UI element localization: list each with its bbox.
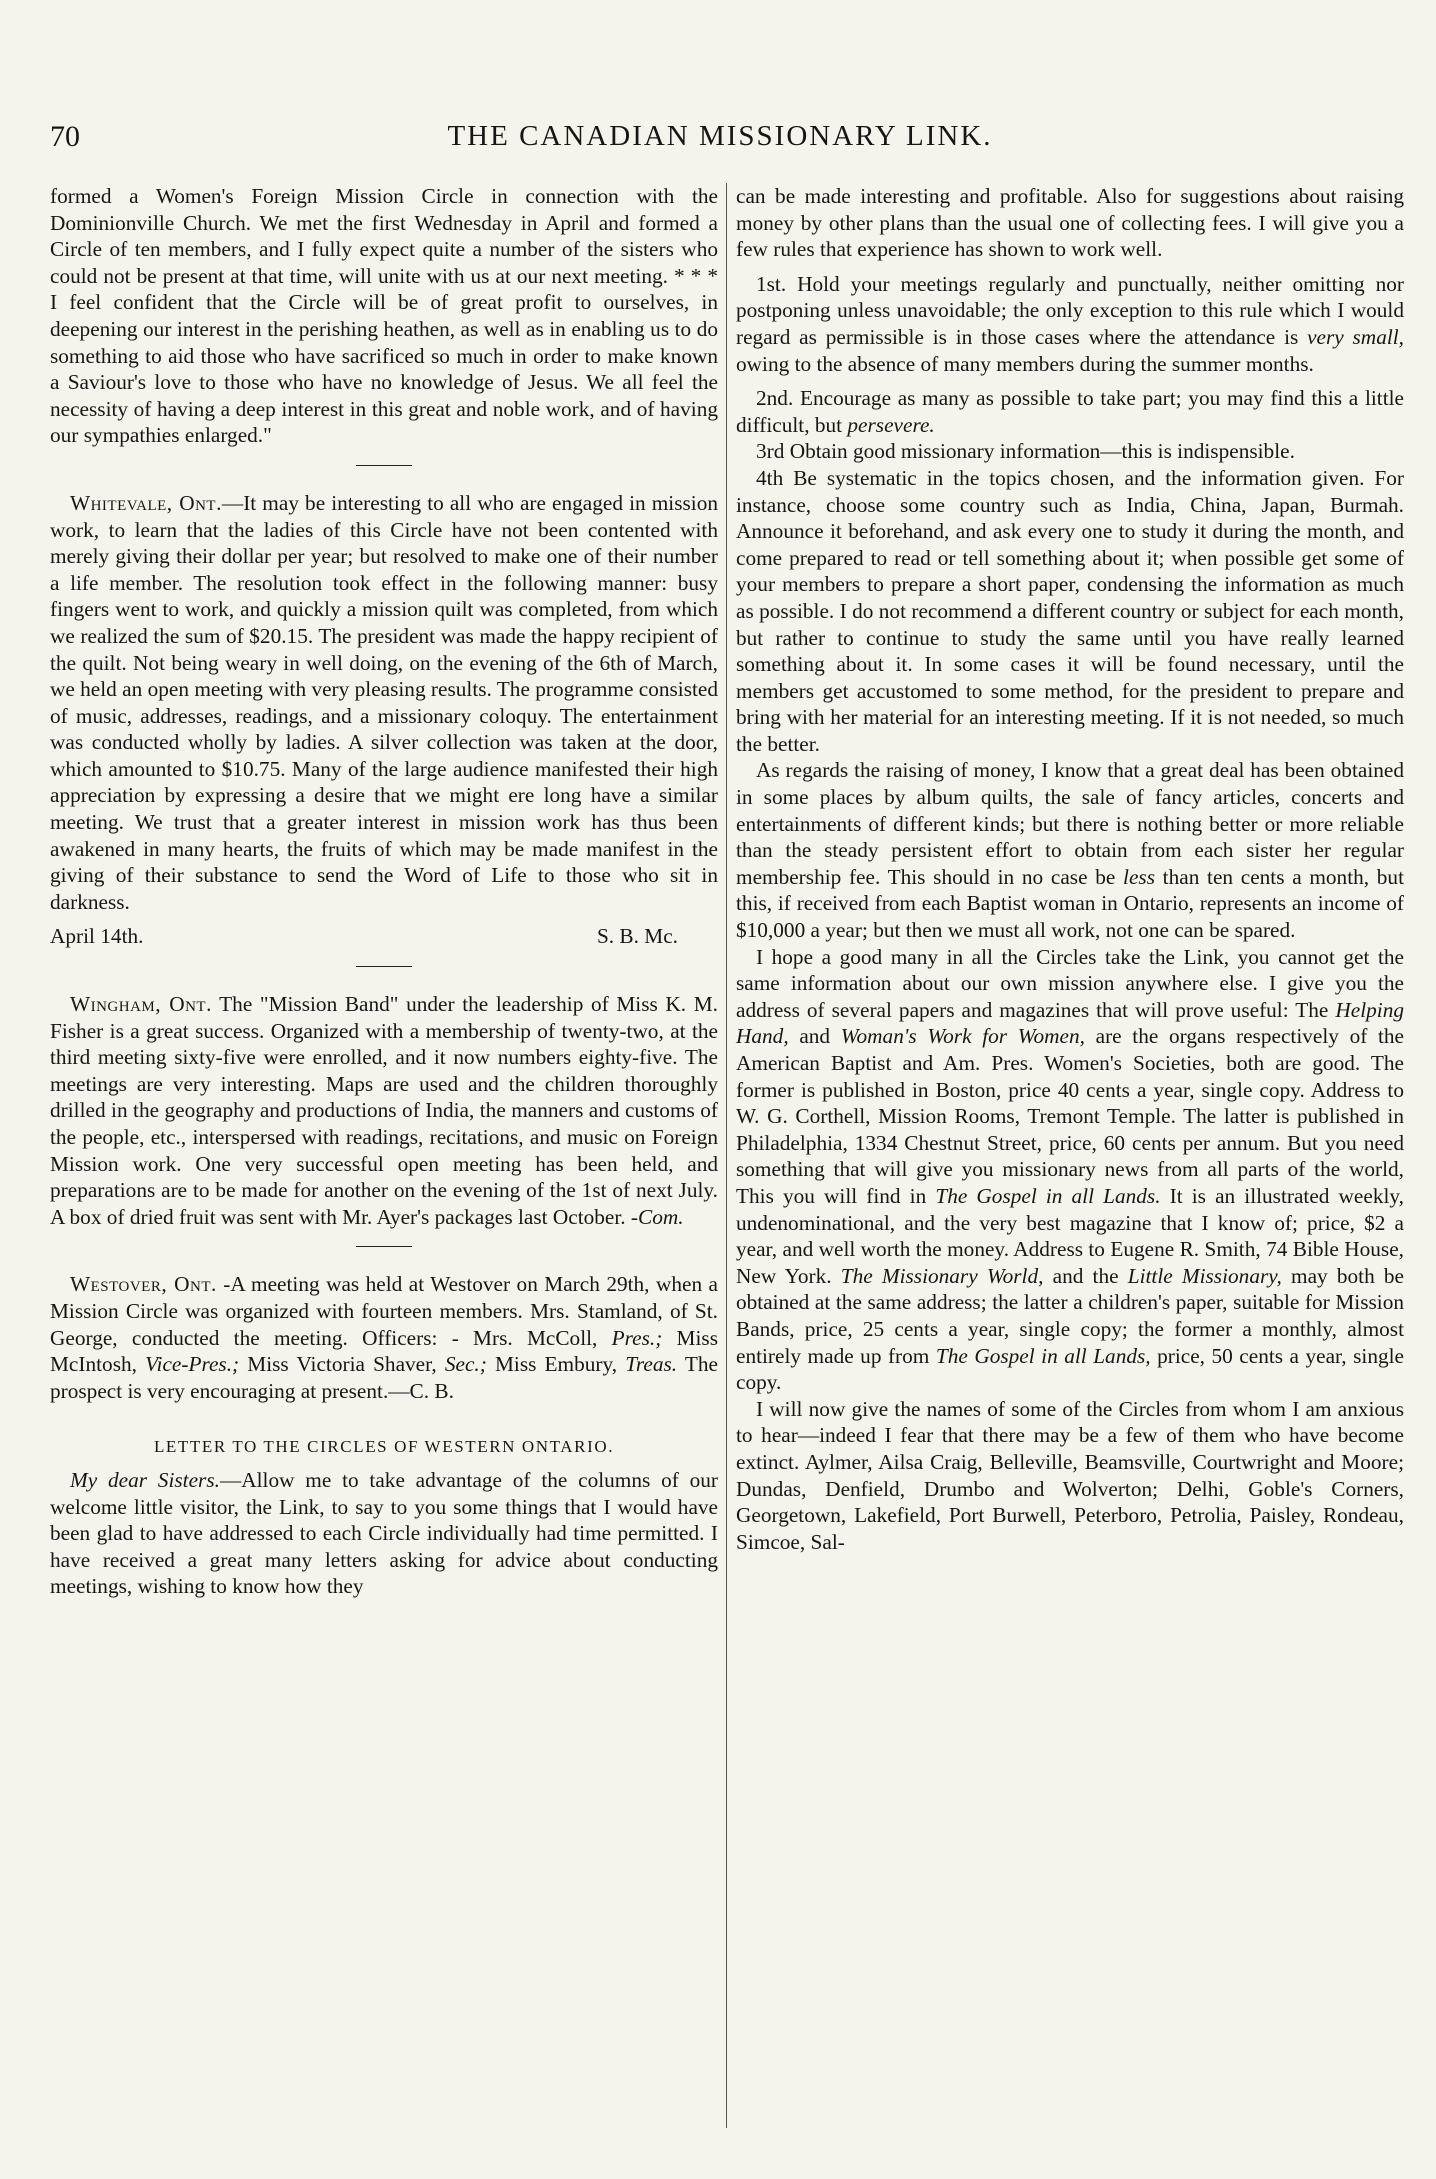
- whitevale-place: Whitevale, Ont.: [70, 490, 222, 515]
- rule-third: 3rd Obtain good missionary information—this is indispensible.: [756, 439, 1295, 464]
- rule-second: [736, 385, 1404, 438]
- money-text: than ten cents a month, but this, if received from each Baptist woman in Ontario, represents an income of $10,000 a year; but then we must all work, not one can be spared.: [736, 864, 1404, 943]
- westover-text: Miss Embury,: [486, 1352, 626, 1377]
- rule-first-text: 1st. Hold your meetings regularly and punctually, neither omitting nor postponing unless unavoidable; the only exception to this rule which I would regard as permissible is in those cases where the attendance is: [736, 271, 1404, 349]
- letter-opening: [50, 1467, 718, 1600]
- wingham-text: The "Mission Band" under the leadership of Miss K. M. Fisher is a great success. Organized with a membership of twenty-two, at the third meeting sixty-five were enrolled, and it now numbers eighty-five. The meetings are very interesting. Maps are used and the children thoroughly drilled in the geography and productions of India, the manners and customs of the people, etc., interspersed with readings, recitations, and music on Foreign Mission work. One very successful open meeting has been held, and preparations are to be made for another on the evening of the 1st of next July. A box of dried fruit was sent with Mr. Ayer's packages last October.: [50, 992, 718, 1229]
- whitevale-date: April 14th.: [50, 924, 144, 949]
- westover-text: Miss Victoria Shaver,: [239, 1352, 445, 1377]
- section-divider: [356, 966, 412, 967]
- publication-title: Woman's Work for Women,: [840, 1024, 1085, 1049]
- link-paragraph: [736, 944, 1404, 1396]
- left-column: [50, 183, 718, 1600]
- section-divider: [356, 465, 412, 466]
- publication-title: The Missionary World,: [840, 1263, 1044, 1288]
- publication-title: The Gospel in all Lands,: [935, 1343, 1151, 1368]
- publication-title: Little Missionary,: [1127, 1263, 1282, 1288]
- page-header: [50, 120, 1390, 160]
- link-text: and the: [1043, 1263, 1128, 1288]
- rule-first: [736, 271, 1404, 377]
- section-divider: [356, 1246, 412, 1247]
- right-column: [736, 183, 1404, 1555]
- whitevale-text: —It may be interesting to all who are engaged in mission work, to learn that the ladies of this Circle have not been contented with merely giving their dollar per year; but resolved to make one of their number a life member. The resolution took effect in the following manner: busy fingers went to work, and quickly a mission quilt was completed, from which we realized the sum of $20.15. The president was made the happy recipient of the quilt. Not being weary in well doing, on the evening of the 6th of March, we held an open meeting with very pleasing results. The programme consisted of music, addresses, readings, and a missionary coloquy. The entertainment was conducted wholly by ladies. A silver collection was taken at the door, which amounted to $10.75. Many of the large audience manifested their high appreciation by expressing a desire that we might ere long have a similar meeting. We trust that a greater interest in mission work has thus been awakened in many hearts, the fruits of which may be made manifest in the giving of their substance to send the Word of Life to those who sit in darkness.: [50, 490, 718, 914]
- letter-salutation: My dear Sisters.: [70, 1467, 220, 1492]
- publication-title: Helping Hand,: [736, 997, 1404, 1049]
- dominionville-report: formed a Women's Foreign Mission Circle in connection with the Dominionville Church. We met the first Wednesday in April and formed a Circle of ten members, and I fully expect quite a number of the sisters who could not be present at that time, will unite with us at our next meeting. * * * I feel confident that the Circle will be of great profit to ourselves, in deepening our interest in the perishing heathen, as well as in enabling us to do something to aid those who have sacrificed so much in order to make known a Saviour's love to those who have no knowledge of Jesus. We all feel the necessity of having a deep interest in this great and noble work, and of having our sympathies enlarged.": [50, 184, 718, 448]
- money-emphasis: less: [1123, 864, 1155, 889]
- rule-first-emphasis: very small,: [1307, 324, 1404, 349]
- whitevale-signoff: [50, 923, 718, 950]
- link-text: and: [788, 1024, 841, 1049]
- westover-text: Miss McIntosh,: [50, 1325, 718, 1377]
- page-number: 70: [50, 120, 80, 153]
- wingham-signature: -Com.: [625, 1204, 684, 1229]
- westover-text: The prospect is very encouraging at present.—C. B.: [50, 1352, 718, 1403]
- rule-fourth: 4th Be systematic in the topics chosen, and the information given. For instance, choose some country such as India, China, Japan, Burmah. Announce it beforehand, and ask every one to study it during the month, and come prepared to read or tell something about it; when possible get some of your members to prepare a short paper, condensing the information as much as possible. I do not recommend a different country or subject for each month, but rather to continue to study the same until you have really learned something about it. In some cases it will be found necessary, until the members get accustomed to some method, for the president to prepare and bring with her material for an interesting meeting. If it is not needed, so much the better.: [736, 465, 1404, 756]
- link-text: may both be obtained at the same address; the latter a children's paper, suitable for Mission Bands, price, 25 cents a year, single copy; the former a monthly, almost entirely made up from: [736, 1263, 1404, 1368]
- publication-title: The Gospel in all Lands.: [935, 1183, 1161, 1208]
- letter-text: —Allow me to take advantage of the columns of our welcome little visitor, the Link, to say to you some things that I would have been glad to have addressed to each Circle individually had time permitted. I have received a great many letters asking for advice about conducting meetings, wishing to know how they: [50, 1467, 718, 1599]
- westover-text: -A meeting was held at Westover on March 29th, when a Mission Circle was organized with fourteen members. Mrs. Stamland, of St. George, conducted the meeting. Officers: - Mrs. McColl,: [50, 1272, 718, 1350]
- link-text: price, 50 cents a year, single copy.: [736, 1343, 1404, 1395]
- whitevale-signature: S. B. Mc.: [596, 924, 678, 949]
- wingham-report: [50, 991, 718, 1230]
- letter-continued: can be made interesting and profitable. Also for suggestions about raising money by other plans than the usual one of collecting fees. I will give you a few rules that experience has shown to work well.: [736, 184, 1404, 262]
- money-paragraph: [736, 757, 1404, 943]
- column-rule: [726, 183, 727, 2128]
- westover-office-treas: Treas.: [625, 1352, 678, 1377]
- money-text: As regards the raising of money, I know that a great deal has been obtained in some places by album quilts, the sale of fancy articles, concerts and entertainments of different kinds; but there is nothing better or more reliable than the steady persistent effort to obtain from each sister her regular membership fee. This should in no case be: [736, 758, 1404, 889]
- letter-heading: LETTER TO THE CIRCLES OF WESTERN ONTARIO.: [153, 1437, 615, 1457]
- link-text: It is an illustrated weekly, undenominational, and the very best magazine that I know of; price, $2 a year, and well worth the money. Address to Eugene R. Smith, 74 Bible House, New York.: [736, 1183, 1404, 1288]
- whitevale-report: [50, 490, 718, 916]
- westover-office-sec: Sec.;: [444, 1352, 487, 1377]
- rule-second-emphasis: persevere.: [847, 412, 935, 437]
- rule-second-text: 2nd. Encourage as many as possible to take part; you may find this a little difficult, but: [736, 386, 1404, 437]
- running-title: THE CANADIAN MISSIONARY LINK.: [447, 120, 993, 152]
- westover-office-vice: Vice-Pres.;: [145, 1352, 240, 1377]
- westover-report: [50, 1271, 718, 1404]
- wingham-place: Wingham, Ont.: [70, 992, 212, 1017]
- link-text: are the organs respectively of the American Baptist and Am. Pres. Women's Societies, both are good. The former is published in Boston, price 40 cents a year, single copy. Address to W. G. Corthell, Mission Rooms, Tremont Temple. The latter is published in Philadelphia, 1334 Chestnut Street, price, 60 cents per annum. But you need something that will give you missionary news from all parts of the world, This you will find in: [736, 1024, 1404, 1208]
- circles-paragraph: I will now give the names of some of the Circles from whom I am anxious to hear—indeed I fear that there may be a few of them who have become extinct. Aylmer, Ailsa Craig, Belleville, Beamsville, Courtwright and Moore; Dundas, Denfield, Drumbo and Wolverton; Delhi, Goble's Corners, Georgetown, Lakefield, Port Burwell, Peterboro, Petrolia, Paisley, Rondeau, Simcoe, Sal-: [736, 1396, 1404, 1554]
- rule-first-text: owing to the absence of many members during the summer months.: [736, 351, 1314, 376]
- westover-office-pres: Pres.;: [611, 1325, 663, 1350]
- link-text: I hope a good many in all the Circles take the Link, you cannot get the same information about our own mission anywhere else. I give you the address of several papers and magazines that will prove useful: The: [736, 944, 1404, 1022]
- westover-place: Westover, Ont.: [70, 1272, 217, 1297]
